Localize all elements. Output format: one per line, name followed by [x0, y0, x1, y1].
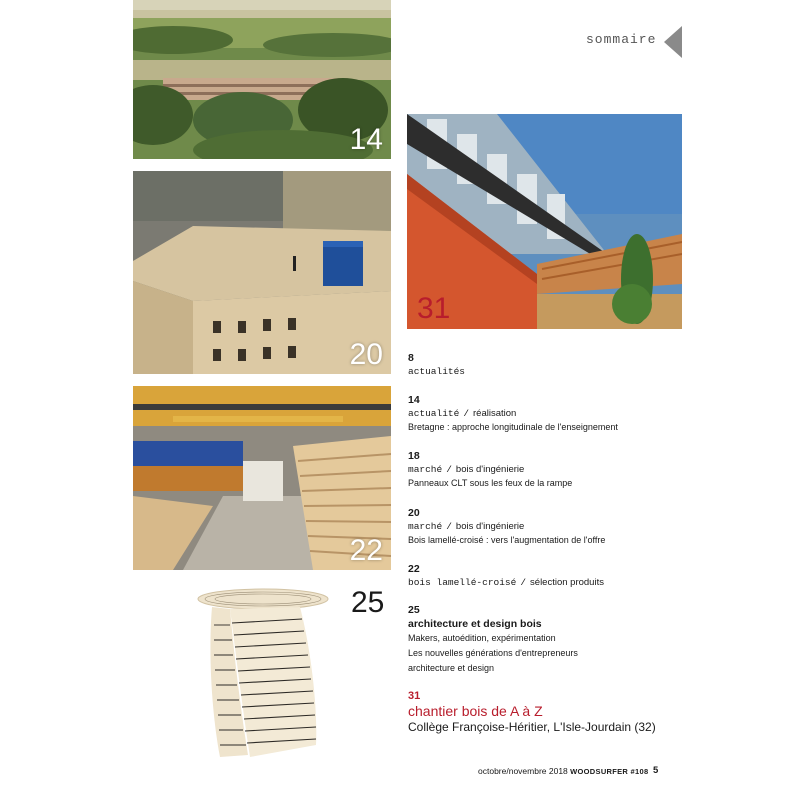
- page-footer: [478, 765, 659, 776]
- toc-page-number: 25: [408, 604, 420, 616]
- toc-page-number: 31: [408, 690, 421, 702]
- toc-page-number: 14: [408, 394, 420, 406]
- photo-page-number: 25: [351, 586, 385, 619]
- photo-clt-construction: [133, 171, 391, 374]
- toc-subrubric: sélection produits: [530, 577, 604, 588]
- section-label: sommaire: [586, 32, 657, 47]
- toc-page-number: 18: [408, 450, 420, 462]
- toc-page-number: 8: [408, 352, 414, 364]
- toc-rubric: marché / bois d'ingénierie: [408, 521, 525, 532]
- toc-page-number: 20: [408, 507, 420, 519]
- photo-page-number: 31: [417, 292, 451, 325]
- toc-subrubric: bois d'ingénierie: [455, 521, 525, 532]
- toc-rubric: marché / bois d'ingénierie: [408, 464, 525, 475]
- toc-rubric: actualités: [408, 366, 466, 377]
- toc-entry[interactable]: [408, 450, 698, 491]
- toc-subrubric: bois d'ingénierie: [455, 464, 525, 475]
- issue-date: octobre/novembre 2018: [478, 766, 568, 776]
- photo-college-building: [407, 114, 682, 329]
- photo-page-number: 22: [349, 534, 383, 567]
- toc-page-number: 22: [408, 563, 420, 575]
- photo-clt-factory: [133, 386, 391, 570]
- toc-entry[interactable]: [408, 394, 698, 435]
- toc-entry[interactable]: [408, 352, 698, 378]
- toc-description: Panneaux CLT sous les feux de la rampe: [408, 478, 573, 488]
- toc-entry[interactable]: [408, 604, 698, 676]
- photo-page-number: 20: [349, 338, 383, 371]
- photo-campus-aerial: [133, 0, 391, 159]
- toc-rubric-label: bois lamellé-croisé: [408, 577, 517, 588]
- toc-subrubric: réalisation: [473, 408, 517, 419]
- toc-entry-featured[interactable]: [408, 690, 698, 735]
- toc-description: Bretagne : approche longitudinale de l'enseignement: [408, 422, 618, 432]
- toc-description: Collège Françoise-Héritier, L'Isle-Jourdain (32): [408, 720, 656, 734]
- toc-rubric-label: actualité: [408, 408, 460, 419]
- toc-rubric: actualité / réalisation: [408, 408, 517, 419]
- toc-entry[interactable]: [408, 563, 698, 589]
- page-number: 5: [653, 765, 659, 776]
- photo-striped-stool: [190, 585, 336, 760]
- toc-entry[interactable]: [408, 507, 698, 548]
- toc-title: chantier bois de A à Z: [408, 703, 543, 719]
- toc-rubric: architecture et design bois: [408, 618, 542, 630]
- toc-description: Bois lamellé-croisé : vers l'augmentation de l'offre: [408, 535, 606, 545]
- section-tab-marker: [664, 26, 682, 58]
- toc-rubric-label: marché: [408, 464, 443, 475]
- toc-rubric: bois lamellé-croisé / sélection produits: [408, 577, 604, 588]
- toc-description: architecture et design: [408, 663, 495, 673]
- magazine-brand: WOODSURFER #108: [570, 767, 649, 776]
- toc-rubric-label: marché: [408, 521, 443, 532]
- toc-description: Les nouvelles générations d'entrepreneurs: [408, 648, 578, 658]
- photo-page-number: 14: [349, 123, 383, 156]
- toc-description: Makers, autoédition, expérimentation: [408, 633, 556, 643]
